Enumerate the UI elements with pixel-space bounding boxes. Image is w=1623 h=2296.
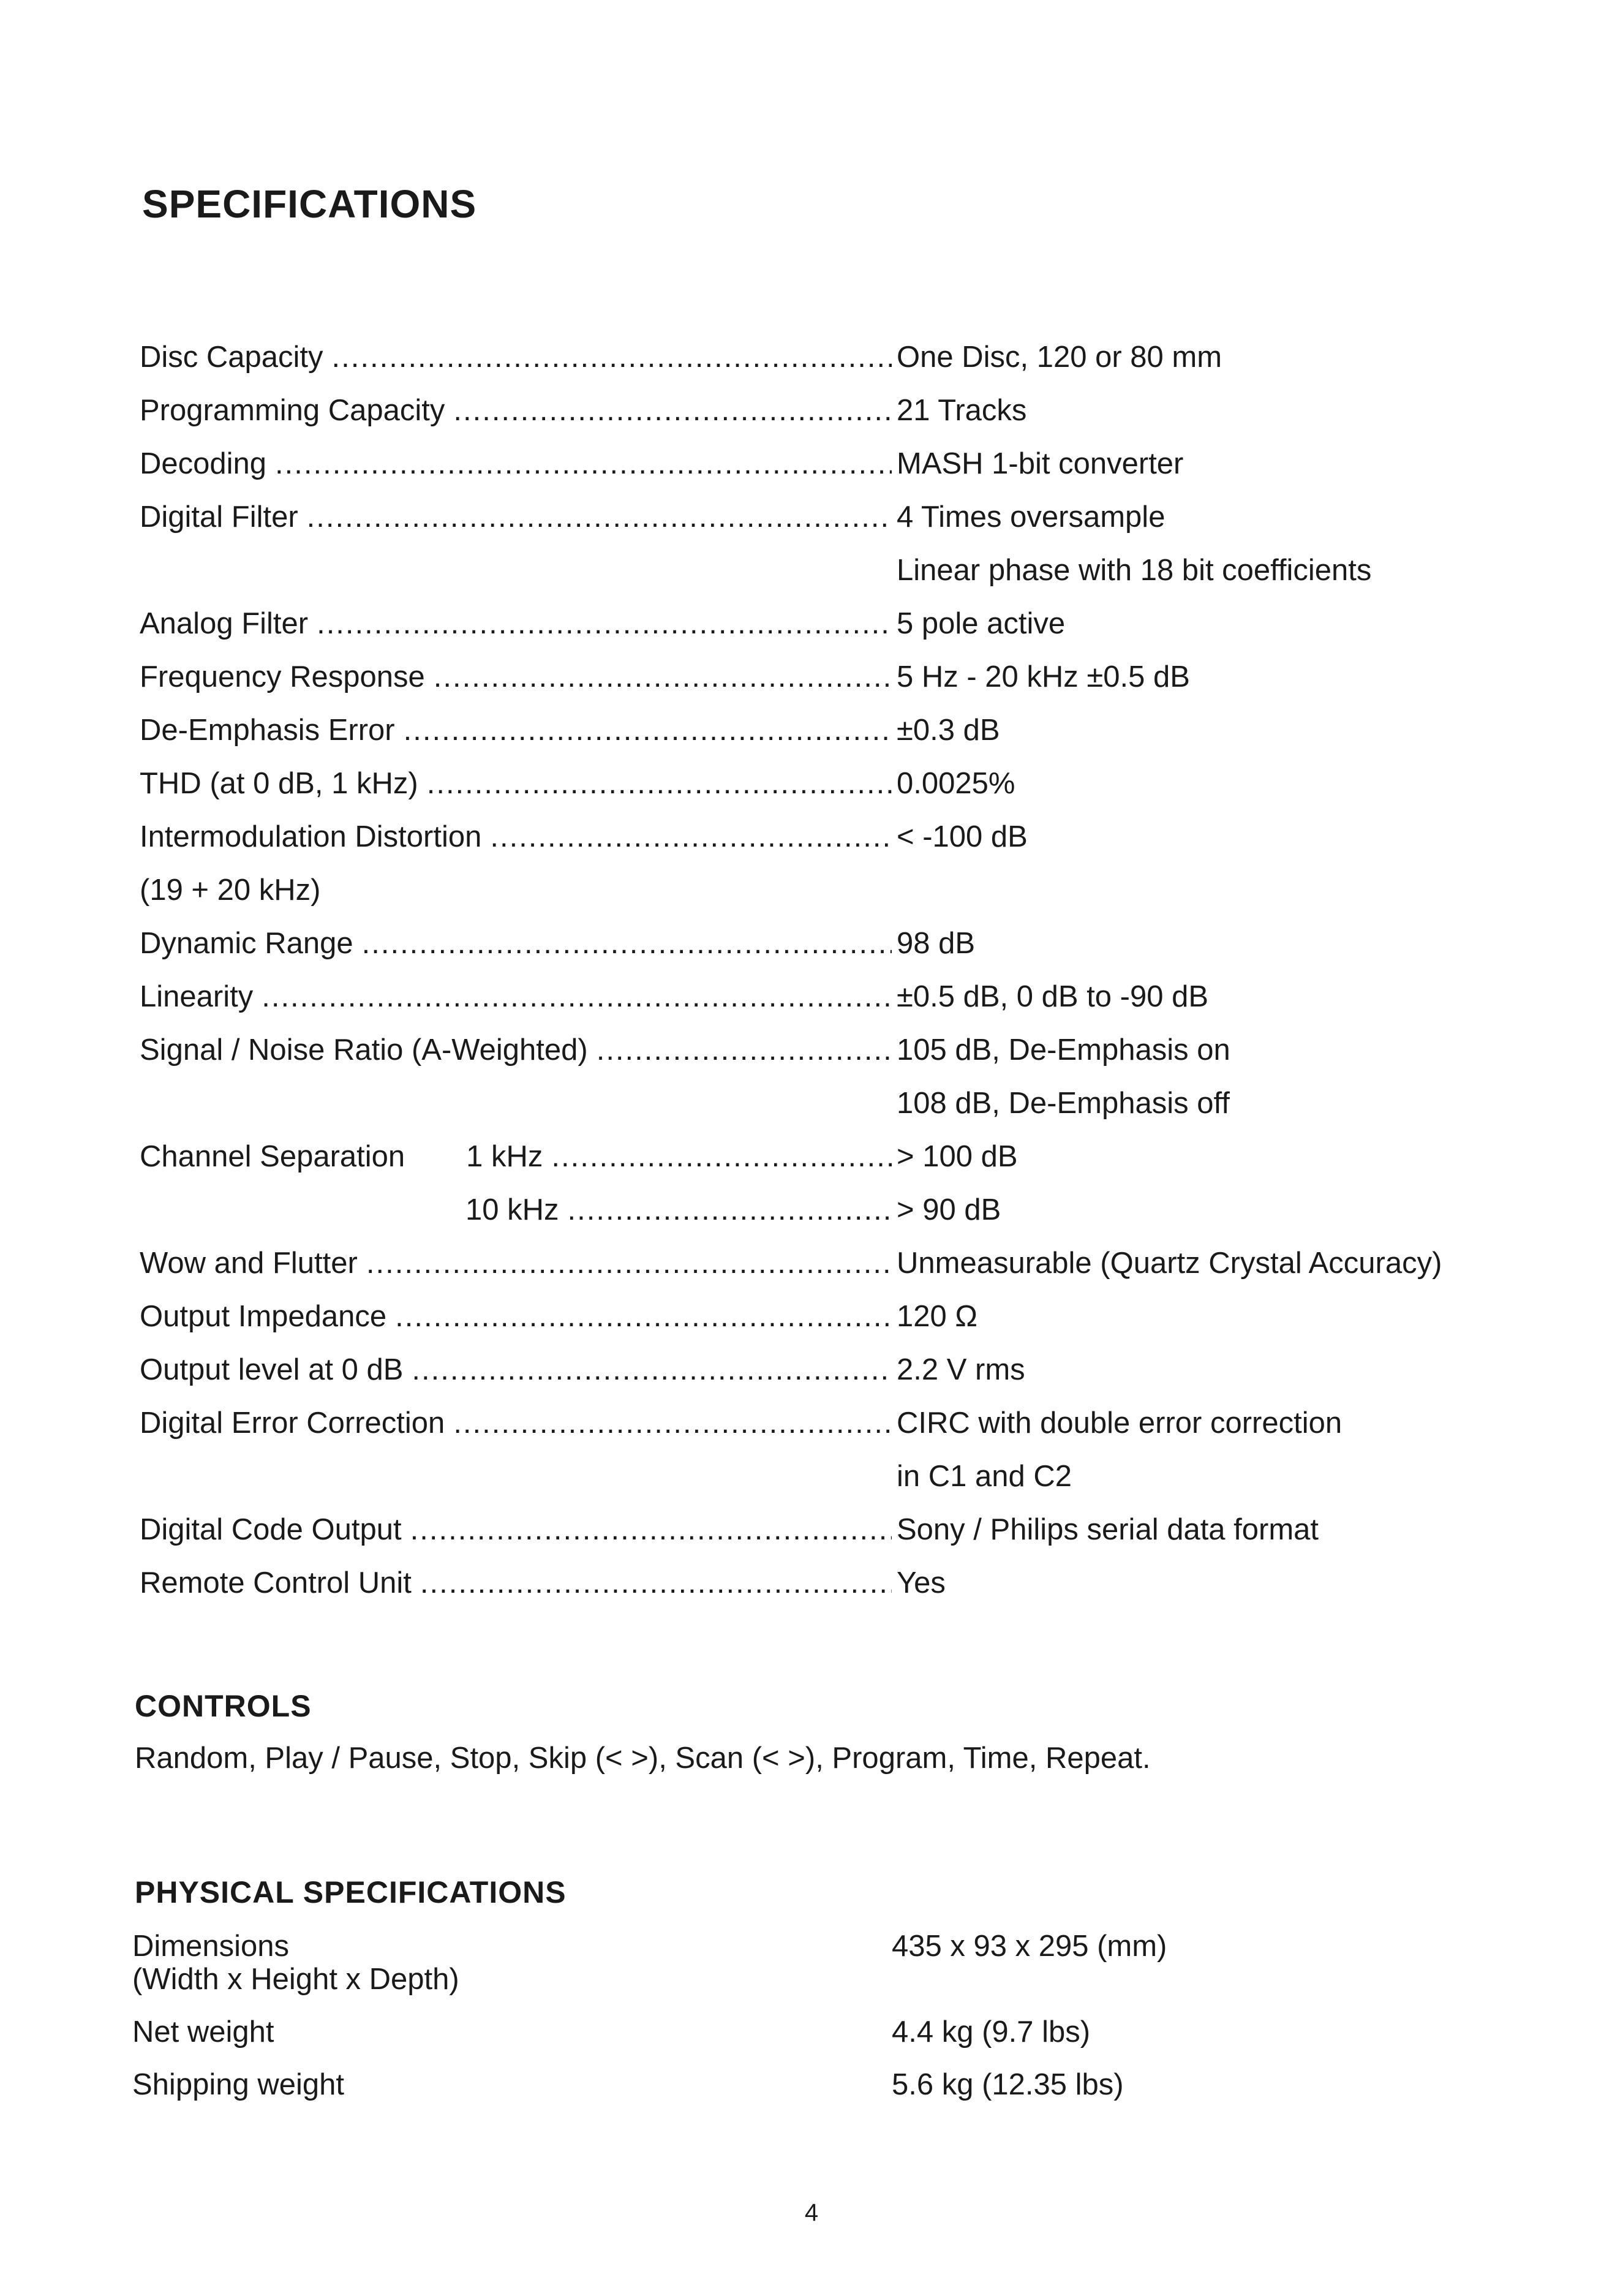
physical-specs-list bbox=[132, 1930, 1510, 2121]
spec-label: Signal / Noise Ratio (A-Weighted) bbox=[140, 1033, 588, 1067]
spec-label-cell bbox=[140, 1503, 892, 1557]
spec-label-cell bbox=[140, 1290, 892, 1343]
spec-value: Sony / Philips serial data format bbox=[897, 1513, 1319, 1546]
spec-value: < -100 dB bbox=[897, 820, 1028, 853]
spec-value: 5 pole active bbox=[897, 607, 1066, 640]
spec-row bbox=[140, 437, 1518, 491]
dot-leader bbox=[366, 1237, 892, 1290]
dot-leader bbox=[404, 704, 892, 757]
spec-label: Digital Filter bbox=[140, 500, 298, 534]
physical-spec-row bbox=[132, 2015, 1510, 2068]
spec-row bbox=[140, 1557, 1518, 1610]
spec-row-continuation bbox=[140, 864, 1518, 917]
spec-label-cell bbox=[140, 970, 892, 1024]
dot-leader bbox=[597, 1024, 892, 1077]
dot-leader bbox=[362, 917, 892, 970]
spec-label: Decoding bbox=[140, 447, 267, 480]
dot-leader bbox=[410, 1503, 892, 1557]
spec-row bbox=[140, 1343, 1518, 1397]
spec-label-cell bbox=[140, 1130, 892, 1184]
dot-leader bbox=[412, 1343, 892, 1397]
physical-spec-value: 5.6 kg (12.35 lbs) bbox=[892, 2068, 1124, 2101]
dot-leader bbox=[453, 1397, 892, 1450]
spec-value: in C1 and C2 bbox=[897, 1460, 1072, 1493]
spec-value: 120 Ω bbox=[897, 1300, 977, 1333]
physical-spec-label: Dimensions bbox=[132, 1930, 289, 1963]
spec-label-cell bbox=[140, 704, 892, 757]
spec-label-cell bbox=[140, 1024, 892, 1077]
spec-sublabel: 10 kHz bbox=[465, 1193, 559, 1226]
dot-leader bbox=[317, 597, 892, 651]
spec-row bbox=[140, 1237, 1518, 1290]
spec-value: 2.2 V rms bbox=[897, 1353, 1025, 1386]
spec-label-cell bbox=[140, 810, 892, 864]
spec-label: Analog Filter bbox=[140, 607, 309, 640]
physical-spec-label: Net weight bbox=[132, 2015, 274, 2049]
spec-label-cell bbox=[140, 1184, 892, 1237]
spec-label: Frequency Response bbox=[140, 660, 425, 693]
spec-label: Output level at 0 dB bbox=[140, 1353, 404, 1386]
spec-value: 5 Hz - 20 kHz ±0.5 dB bbox=[897, 660, 1190, 693]
spec-label: (19 + 20 kHz) bbox=[140, 874, 321, 907]
dot-leader bbox=[434, 651, 892, 704]
spec-label: Channel Separation bbox=[140, 1140, 405, 1173]
dot-leader bbox=[275, 437, 892, 491]
spec-label-cell bbox=[140, 1343, 892, 1397]
spec-label: Wow and Flutter bbox=[140, 1247, 358, 1280]
spec-value: 108 dB, De-Emphasis off bbox=[897, 1087, 1230, 1120]
dot-leader bbox=[420, 1557, 892, 1610]
spec-value: Yes bbox=[897, 1566, 946, 1599]
spec-row bbox=[140, 1397, 1518, 1450]
spec-row bbox=[140, 651, 1518, 704]
dot-leader bbox=[395, 1290, 892, 1343]
spec-value: 21 Tracks bbox=[897, 394, 1027, 427]
spec-label-cell bbox=[140, 651, 892, 704]
dot-leader bbox=[568, 1184, 892, 1237]
spec-label-cell bbox=[140, 1397, 892, 1450]
spec-label-cell bbox=[140, 597, 892, 651]
physical-spec-value: 4.4 kg (9.7 lbs) bbox=[892, 2015, 1091, 2049]
spec-label: Output Impedance bbox=[140, 1300, 387, 1333]
spec-row bbox=[140, 1503, 1518, 1557]
spec-value: ±0.5 dB, 0 dB to -90 dB bbox=[897, 980, 1209, 1013]
spec-value: 105 dB, De-Emphasis on bbox=[897, 1033, 1230, 1067]
dot-leader bbox=[453, 384, 892, 437]
dot-leader bbox=[490, 810, 892, 864]
spec-row bbox=[140, 331, 1518, 384]
spec-value: One Disc, 120 or 80 mm bbox=[897, 341, 1222, 374]
dot-leader bbox=[551, 1130, 892, 1184]
physical-spec-value: 435 x 93 x 295 (mm) bbox=[892, 1930, 1167, 1963]
spec-label-cell bbox=[140, 437, 892, 491]
spec-value: ±0.3 dB bbox=[897, 714, 1000, 747]
spec-sublabel: 1 kHz bbox=[466, 1140, 543, 1173]
spec-label: Programming Capacity bbox=[140, 394, 445, 427]
spec-value: CIRC with double error correction bbox=[897, 1407, 1342, 1440]
spec-label: THD (at 0 dB, 1 kHz) bbox=[140, 767, 418, 800]
spec-label: De-Emphasis Error bbox=[140, 714, 395, 747]
spec-value: 4 Times oversample bbox=[897, 500, 1165, 534]
spec-label: Digital Code Output bbox=[140, 1513, 402, 1546]
dot-leader bbox=[307, 491, 892, 544]
spec-label: Dynamic Range bbox=[140, 927, 353, 960]
spec-value: Unmeasurable (Quartz Crystal Accuracy) bbox=[897, 1247, 1442, 1280]
physical-spec-label-cell bbox=[132, 1930, 459, 1996]
spec-row bbox=[140, 1184, 1518, 1237]
page-number: 4 bbox=[804, 2199, 819, 2226]
page-title: SPECIFICATIONS bbox=[142, 182, 477, 226]
dot-leader bbox=[427, 757, 892, 810]
physical-spec-row bbox=[132, 2068, 1510, 2121]
spec-label: Remote Control Unit bbox=[140, 1566, 412, 1599]
controls-heading: CONTROLS bbox=[135, 1689, 312, 1723]
physical-spec-row bbox=[132, 1930, 1510, 2015]
spec-value: MASH 1-bit converter bbox=[897, 447, 1184, 480]
spec-row-continuation bbox=[140, 1077, 1518, 1130]
spec-row bbox=[140, 1024, 1518, 1077]
spec-row bbox=[140, 757, 1518, 810]
spec-row bbox=[140, 810, 1518, 864]
spec-value: Linear phase with 18 bit coefficients bbox=[897, 554, 1372, 587]
dot-leader bbox=[332, 331, 892, 384]
spec-label-cell bbox=[140, 384, 892, 437]
spec-label-cell bbox=[140, 1557, 892, 1610]
spec-row bbox=[140, 597, 1518, 651]
spec-row-continuation bbox=[140, 1450, 1518, 1503]
spec-row bbox=[140, 704, 1518, 757]
spec-label-cell bbox=[140, 757, 892, 810]
spec-value: 98 dB bbox=[897, 927, 976, 960]
spec-label-cell bbox=[140, 864, 892, 917]
physical-specs-heading: PHYSICAL SPECIFICATIONS bbox=[135, 1875, 567, 1909]
dot-leader bbox=[262, 970, 892, 1024]
spec-row bbox=[140, 491, 1518, 544]
spec-row bbox=[140, 917, 1518, 970]
spec-row bbox=[140, 1290, 1518, 1343]
spec-row-continuation bbox=[140, 544, 1518, 597]
spec-label: Linearity bbox=[140, 980, 254, 1013]
spec-label-cell bbox=[140, 491, 892, 544]
spec-label-cell bbox=[140, 331, 892, 384]
spec-label-cell bbox=[140, 917, 892, 970]
physical-spec-label-detail: (Width x Height x Depth) bbox=[132, 1963, 459, 1996]
spec-label: Digital Error Correction bbox=[140, 1407, 445, 1440]
spec-row bbox=[140, 970, 1518, 1024]
physical-spec-label: Shipping weight bbox=[132, 2068, 344, 2101]
spec-label: Intermodulation Distortion bbox=[140, 820, 482, 853]
spec-value: > 100 dB bbox=[897, 1140, 1018, 1173]
spec-label-cell bbox=[140, 1237, 892, 1290]
spec-row bbox=[140, 1130, 1518, 1184]
spec-label: Disc Capacity bbox=[140, 341, 323, 374]
controls-description: Random, Play / Pause, Stop, Skip (< >), Scan (< >), Program, Time, Repeat. bbox=[135, 1742, 1151, 1775]
spec-value: 0.0025% bbox=[897, 767, 1015, 800]
spec-value: > 90 dB bbox=[897, 1193, 1001, 1226]
specifications-list bbox=[140, 331, 1518, 1610]
spec-row bbox=[140, 384, 1518, 437]
